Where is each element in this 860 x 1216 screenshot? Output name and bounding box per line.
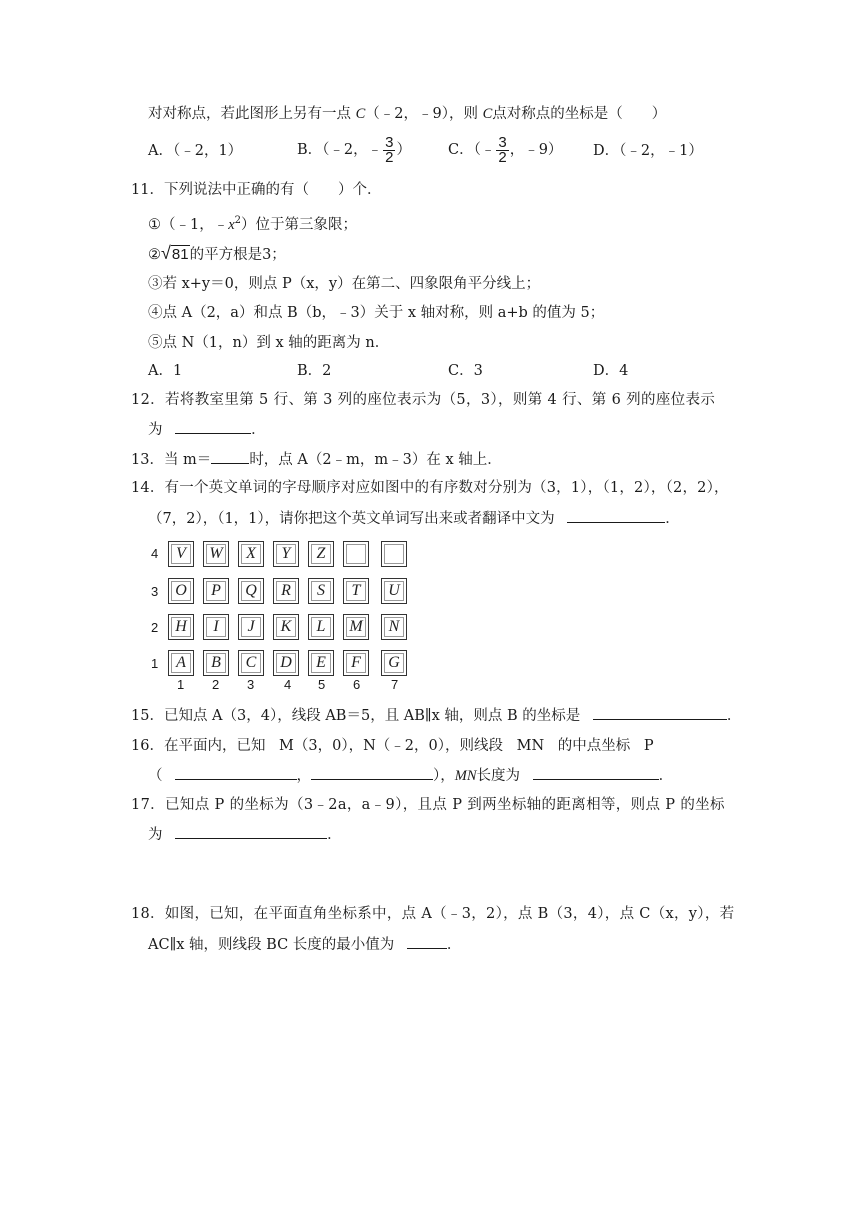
grid-cell: T xyxy=(343,578,369,604)
grid-cell: F xyxy=(343,650,369,676)
q10-option-a: A．（﹣2，1） xyxy=(148,143,243,159)
q11-statement-1 xyxy=(148,211,357,235)
grid-cell: D xyxy=(273,650,299,676)
sqrt-81: √81 xyxy=(161,243,189,263)
answer-blank[interactable] xyxy=(175,419,251,434)
q10-option-c-pre: C．（﹣ xyxy=(448,142,496,158)
fraction-num: 3 xyxy=(385,133,394,151)
grid-cell: J xyxy=(238,614,264,640)
grid-cell: Q xyxy=(238,578,264,604)
grid-cell: C xyxy=(238,650,264,676)
q11-option-a: A．1 xyxy=(148,363,183,379)
grid-cell: E xyxy=(308,650,334,676)
grid-cell: P xyxy=(203,578,229,604)
q10-option-b xyxy=(297,133,411,167)
q10-option-d: D．（﹣2，﹣1） xyxy=(593,143,703,159)
q15-text: 15．已知点 A（3，4），线段 AB＝5，且 AB∥x 轴，则点 B 的坐标是 xyxy=(131,708,581,724)
row-label: 3 xyxy=(151,584,159,599)
grid-cell: R xyxy=(273,578,299,604)
q18-line-2-text: AC∥x 轴，则线段 BC 长度的最小值为 xyxy=(148,937,395,953)
q18-line-2: AC∥x 轴，则线段 BC 长度的最小值为 ． xyxy=(148,934,461,955)
grid-cell: O xyxy=(168,578,194,604)
grid-cell: M xyxy=(343,614,369,640)
grid-cell: Z xyxy=(308,541,334,567)
s2-post: 的平方根是3； xyxy=(189,247,286,263)
grid-cell: K xyxy=(273,614,299,640)
length-label: 长度为 xyxy=(476,768,520,784)
s2-pre: ② xyxy=(148,247,161,263)
grid-cell: U xyxy=(381,578,407,604)
fraction-num: 3 xyxy=(498,133,507,151)
col-label: 6 xyxy=(353,677,361,692)
q11-statement-2 xyxy=(148,243,286,265)
q17-line-2-text: 为 xyxy=(148,827,163,843)
q10-line xyxy=(148,104,666,124)
grid-cell: H xyxy=(168,614,194,640)
s1-post: ）位于第三象限； xyxy=(241,216,358,233)
q12-line-1: 12．若将教室里第 5 行、第 3 列的座位表示为（5，3），则第 4 行、第 6 列的座位表示 xyxy=(131,392,716,408)
grid-cell: Y xyxy=(273,541,299,567)
point-c-ref: C xyxy=(482,106,493,122)
col-label: 2 xyxy=(212,677,220,692)
q11-title: 11．下列说法中正确的有（ ）个． xyxy=(131,182,382,198)
grid-cell: A xyxy=(168,650,194,676)
q10-option-b-post: ） xyxy=(396,142,411,158)
s1-pre: ①（﹣1，﹣ xyxy=(148,216,229,233)
grid-cell: L xyxy=(308,614,334,640)
row-label: 4 xyxy=(151,546,159,561)
answer-blank[interactable] xyxy=(407,934,447,949)
letter-grid xyxy=(148,538,418,692)
q16-line-1: 16．在平面内，已知 M（3，0），N（﹣2，0），则线段 MN 的中点坐标 P xyxy=(131,738,654,754)
q16-line-2: （ ， ），MN长度为 ． xyxy=(148,765,673,786)
col-label: 3 xyxy=(247,677,255,692)
row-label: 1 xyxy=(151,656,159,671)
q18-line-1: 18．如图，已知，在平面直角坐标系中，点 A（﹣3，2），点 B（3，4），点 C（x，y），若 xyxy=(131,906,735,922)
q17-line-2: 为 ． xyxy=(148,824,342,845)
grid-cell xyxy=(381,541,407,567)
answer-blank[interactable] xyxy=(533,765,659,780)
grid-cell: G xyxy=(381,650,407,676)
segment-mn: MN xyxy=(454,768,477,784)
grid-cell: B xyxy=(203,650,229,676)
grid-cell xyxy=(343,541,369,567)
fraction xyxy=(496,133,508,166)
fraction-den: 2 xyxy=(498,148,507,166)
exponent: 2 xyxy=(234,215,242,226)
paren-open: （ xyxy=(148,768,163,784)
paren-close: ）， xyxy=(433,768,455,784)
q13 xyxy=(131,449,502,470)
q17-line-1: 17．已知点 P 的坐标为（3﹣2a，a﹣9），且点 P 到两坐标轴的距离相等，则点 P 的坐标 xyxy=(131,797,725,813)
q10-text: 对对称点，若此图形上另有一点 xyxy=(148,106,351,122)
col-label: 5 xyxy=(318,677,326,692)
fraction-den: 2 xyxy=(385,148,394,166)
grid-cell: S xyxy=(308,578,334,604)
answer-blank[interactable] xyxy=(175,824,327,839)
q14-line-2: （7，2），（1，1），请你把这个英文单词写出来或者翻译中文为 ． xyxy=(148,508,680,529)
q15: 15．已知点 A（3，4），线段 AB＝5，且 AB∥x 轴，则点 B 的坐标是 ． xyxy=(131,705,741,726)
answer-blank[interactable] xyxy=(175,765,297,780)
answer-blank[interactable] xyxy=(211,449,249,464)
radicand: 81 xyxy=(171,246,189,263)
answer-blank[interactable] xyxy=(593,705,727,720)
point-c: C xyxy=(355,106,366,122)
q12-line-2: 为 ． xyxy=(148,419,266,440)
q11-statement-5: ⑤点 N（1，n）到 x 轴的距离为 n． xyxy=(148,335,390,351)
col-label: 4 xyxy=(284,677,292,692)
grid-cell: W xyxy=(203,541,229,567)
q10-option-c-post: ，﹣9） xyxy=(509,142,563,158)
grid-cell: X xyxy=(238,541,264,567)
col-label: 1 xyxy=(177,677,185,692)
q11-option-c: C．3 xyxy=(448,363,483,379)
q12-line-2-text: 为 xyxy=(148,422,163,438)
q14-line-1: 14．有一个英文单词的字母顺序对应如图中的有序数对分别为（3，1），（1，2），（2，2）， xyxy=(131,480,729,496)
var-x: x xyxy=(228,216,235,233)
q11-statement-4: ④点 A（2，a）和点 B（b，﹣3）关于 x 轴对称，则 a+b 的值为 5； xyxy=(148,305,605,321)
q13-post: 时，点 A（2﹣m，m﹣3）在 x 轴上． xyxy=(249,452,502,468)
row-label: 2 xyxy=(151,620,159,635)
grid-cell: V xyxy=(168,541,194,567)
grid-cell: N xyxy=(381,614,407,640)
q10-option-b-pre: B．（﹣2，﹣ xyxy=(297,142,383,158)
q10-coords: （﹣2，﹣9），则 xyxy=(365,106,478,122)
answer-blank[interactable] xyxy=(311,765,433,780)
col-label: 7 xyxy=(391,677,399,692)
q10-option-c xyxy=(448,133,562,167)
q10-end: 点对称点的坐标是（ ） xyxy=(492,106,667,122)
grid-cell: I xyxy=(203,614,229,640)
answer-blank[interactable] xyxy=(567,508,665,523)
q11-statement-3: ③若 x+y＝0，则点 P（x，y）在第二、四象限角平分线上； xyxy=(148,276,541,292)
q13-pre: 13．当 m＝ xyxy=(131,452,212,468)
q14-line-2-text: （7，2），（1，1），请你把这个英文单词写出来或者翻译中文为 xyxy=(148,511,555,527)
comma: ， xyxy=(296,768,311,784)
q11-option-b: B．2 xyxy=(297,363,332,379)
fraction xyxy=(383,133,395,166)
q11-option-d: D．4 xyxy=(593,363,629,379)
